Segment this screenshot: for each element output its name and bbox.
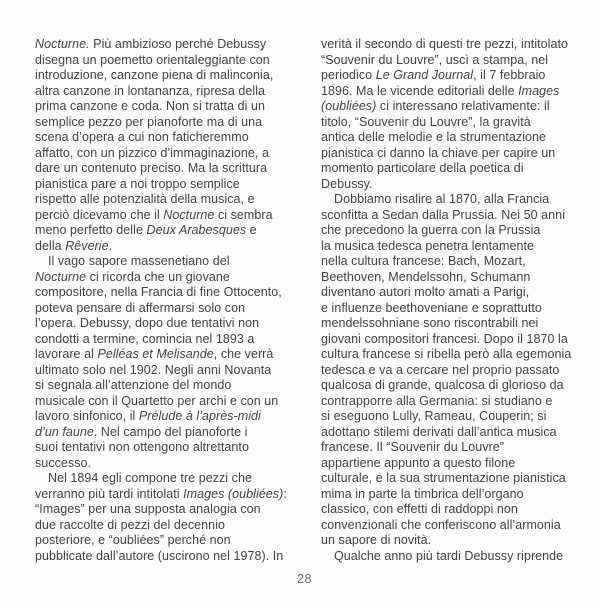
text-line	[35, 208, 309, 224]
text-segment: che precedono la guerra con la Prussia	[321, 223, 541, 237]
text-segment: pubblicate dall’autore (uscirono nel 1978). In	[35, 548, 284, 563]
text-line	[321, 177, 600, 193]
text-line	[321, 347, 600, 363]
text-segment: suoi tentativi non ottengono altrettanto	[35, 440, 249, 454]
text-line	[35, 84, 309, 100]
text-line	[35, 146, 309, 162]
text-segment: appartiene appunto a questo filone	[321, 455, 516, 470]
text-line	[321, 533, 600, 549]
text-line	[321, 409, 600, 425]
text-line	[35, 409, 309, 425]
text-line	[35, 549, 309, 565]
text-segment: “Images” per una supposta analogia con	[35, 502, 261, 516]
text-segment: .	[108, 238, 113, 253]
italic-text-segment: Nocturne	[163, 207, 215, 222]
text-segment: scena d’opera a cui non faticheremmo	[35, 130, 249, 144]
text-line	[35, 363, 309, 379]
text-segment: poteva pensare di affermarsi solo con	[35, 300, 246, 315]
text-segment: , il 7 febbraio	[473, 68, 546, 82]
text-line	[35, 332, 309, 348]
italic-text-segment: d’un faune	[35, 424, 94, 439]
text-segment: cultura francese si ribella però alla egemonia	[321, 347, 572, 361]
text-segment: compositore, nella Francia di fine Ottocento,	[35, 285, 282, 299]
text-line	[35, 115, 309, 131]
text-segment: . Nel campo del pianoforte i	[93, 424, 248, 439]
text-segment: diventano autori molto amati a Parigi,	[321, 285, 530, 299]
italic-text-segment: Pelléas et Melisande	[97, 347, 214, 361]
text-line	[321, 456, 600, 472]
text-segment: ci sembra	[214, 207, 273, 222]
text-line	[321, 146, 600, 162]
text-segment: “Souvenir du Louvre”, uscì a stampa, nel	[321, 52, 549, 67]
italic-text-segment: Deux Arabesques	[146, 223, 247, 237]
text-segment: ultimato solo nel 1902. Negli anni Novanta	[35, 362, 272, 377]
text-line	[35, 456, 309, 472]
text-segment: lavoro sinfonico, il	[35, 409, 139, 423]
italic-text-segment: Le Grand Journal	[375, 68, 474, 82]
text-line	[35, 487, 309, 503]
text-segment: della	[35, 238, 66, 253]
text-column-right	[321, 37, 600, 564]
text-segment: qualcosa di grande, qualcosa di glorioso da	[321, 378, 564, 392]
italic-text-segment: Nocturne	[35, 269, 87, 284]
text-segment: prima canzone e coda. Non si tratta di un	[35, 99, 265, 113]
text-segment: ci interessano relativamente: il	[376, 99, 550, 113]
text-line	[321, 68, 600, 84]
italic-text-segment: Images	[518, 83, 560, 98]
text-line	[35, 378, 309, 394]
text-line	[35, 239, 309, 255]
text-segment: rispetto alle potenzialità della musica, e	[35, 192, 255, 206]
text-line	[35, 37, 309, 53]
text-segment: antica delle melodie e la strumentazione	[321, 130, 547, 144]
text-line	[321, 270, 600, 286]
text-segment: 1896. Ma le vicende editoriali delle	[321, 83, 519, 98]
text-line	[35, 471, 309, 487]
text-line	[35, 425, 309, 441]
text-segment: tedesca e va a cercare nel proprio passato	[321, 362, 560, 377]
text-segment: altra canzone in lontananza, ripresa della	[35, 83, 266, 98]
text-line	[321, 394, 600, 410]
text-segment: sconfitta a Sedan dalla Prussia. Nei 50 anni	[321, 207, 566, 222]
text-segment: Qualche anno più tardi Debussy riprende	[334, 548, 564, 563]
text-segment: giovani compositori francesi. Dopo il 1870 la	[321, 331, 568, 346]
text-segment: introduzione, canzone piena di malinconia,	[35, 68, 274, 82]
italic-text-segment: Nocturne.	[35, 37, 90, 51]
text-line	[321, 115, 600, 131]
text-segment: disegna un poemetto orientaleggiante con	[35, 52, 270, 67]
text-segment: due raccolte di pezzi del decennio	[35, 517, 226, 532]
text-line	[321, 378, 600, 394]
text-line	[321, 502, 600, 518]
text-line	[35, 161, 309, 177]
text-line	[35, 270, 309, 286]
text-line	[35, 99, 309, 115]
text-line	[35, 68, 309, 84]
text-segment: Più ambizioso perché Debussy	[89, 37, 267, 51]
text-segment: titolo, “Souvenir du Louvre”, la gravità	[321, 114, 531, 129]
italic-text-segment: Images (oubliées)	[183, 486, 284, 501]
text-segment: Il vago sapore massenetiano del	[48, 254, 230, 268]
text-segment: Nel 1894 egli compone tre pezzi che	[48, 471, 252, 485]
text-line	[321, 425, 600, 441]
text-segment: un sapore di novità.	[321, 533, 432, 547]
text-segment: successo.	[35, 455, 92, 470]
italic-text-segment: Rêverie	[65, 238, 109, 253]
text-line	[35, 533, 309, 549]
text-line	[321, 53, 600, 69]
text-segment: Beethoven, Mendelssohn, Schumann	[321, 269, 531, 284]
text-segment: verità il secondo di questi tre pezzi, intitolato	[321, 37, 569, 51]
text-line	[35, 223, 309, 239]
text-segment: meno perfetto delle	[35, 223, 147, 237]
text-segment: convenzionali che conferiscono all’armonia	[321, 517, 561, 532]
text-segment: momento particolare della poetica di	[321, 161, 524, 175]
text-line	[321, 208, 600, 224]
text-segment: nella cultura francese: Bach, Mozart,	[321, 254, 526, 268]
text-segment: pianistica pare a noi troppo semplice	[35, 176, 240, 191]
page-number: 28	[297, 572, 312, 586]
text-segment: condotti a termine, comincia nel 1893 a	[35, 331, 255, 346]
text-line	[35, 130, 309, 146]
text-segment: posteriore, e “oubliées” perché non	[35, 533, 231, 547]
text-line	[321, 440, 600, 456]
text-line	[321, 254, 600, 270]
text-segment: adottano stilemi derivati dall’antica musica	[321, 424, 557, 439]
text-line	[321, 37, 600, 53]
text-segment: Dobbiamo risalire al 1870, alla Francia	[334, 192, 550, 206]
text-line	[321, 518, 600, 534]
text-line	[321, 471, 600, 487]
text-segment: culturale, e la sua strumentazione pianistica	[321, 471, 566, 485]
text-segment: periodico	[321, 68, 376, 82]
text-line	[321, 549, 600, 565]
text-segment: mima in parte la timbrica dell’organo	[321, 486, 524, 501]
text-line	[35, 192, 309, 208]
text-segment: l’opera. Debussy, dopo due tentativi non	[35, 316, 260, 330]
text-line	[35, 254, 309, 270]
text-line	[321, 223, 600, 239]
text-line	[321, 161, 600, 177]
text-segment: classico, con effetti di raddoppi non	[321, 502, 518, 516]
text-line	[35, 177, 309, 193]
text-segment: affatto, con un pizzico d’immaginazione, a	[35, 145, 269, 160]
text-line	[35, 518, 309, 534]
text-segment: si segnala all’attenzione del mondo	[35, 378, 232, 392]
text-line	[35, 347, 309, 363]
text-segment: lavorare al	[35, 347, 98, 361]
text-line	[35, 285, 309, 301]
text-segment: la musica tedesca penetra lentamente	[321, 238, 535, 253]
text-line	[321, 192, 600, 208]
text-line	[321, 239, 600, 255]
text-segment: francese. Il “Souvenir du Louvre”	[321, 440, 504, 454]
text-line	[35, 502, 309, 518]
text-line	[321, 332, 600, 348]
text-segment: semplice pezzo per pianoforte ma di una	[35, 114, 263, 129]
text-line	[35, 394, 309, 410]
text-column-left	[35, 37, 309, 564]
text-line	[35, 440, 309, 456]
text-segment: perciò dicevamo che il	[35, 207, 164, 222]
text-segment: Debussy.	[321, 176, 373, 191]
text-line	[321, 130, 600, 146]
italic-text-segment: Prélude à l’après-midi	[138, 409, 261, 423]
text-segment: pianistica ci danno la chiave per capire un	[321, 145, 556, 160]
text-line	[321, 84, 600, 100]
text-segment: contrapporre alla Germania: si studiano e	[321, 393, 553, 408]
text-segment: ci ricorda che un giovane	[86, 269, 230, 284]
text-line	[321, 487, 600, 503]
text-line	[35, 301, 309, 317]
text-segment: e influenze beethoveniane e soprattutto	[321, 300, 542, 315]
text-line	[35, 53, 309, 69]
text-line	[321, 285, 600, 301]
text-segment: dare un contenuto preciso. Ma la scrittura	[35, 161, 268, 175]
text-segment: mendelssohniane sono riscontrabili nei	[321, 316, 539, 330]
text-line	[321, 301, 600, 317]
text-segment: verranno più tardi intitolati	[35, 486, 184, 501]
text-segment: e	[246, 223, 257, 237]
text-line	[321, 363, 600, 379]
text-line	[321, 316, 600, 332]
text-segment: musicale con il Quartetto per archi e con un	[35, 393, 279, 408]
text-line	[35, 316, 309, 332]
italic-text-segment: (oubliées)	[321, 99, 377, 113]
text-segment: , che verrà	[213, 347, 274, 361]
text-segment: :	[283, 486, 287, 501]
text-segment: si eseguono Lully, Rameau, Couperin; si	[321, 409, 547, 423]
text-line	[321, 99, 600, 115]
